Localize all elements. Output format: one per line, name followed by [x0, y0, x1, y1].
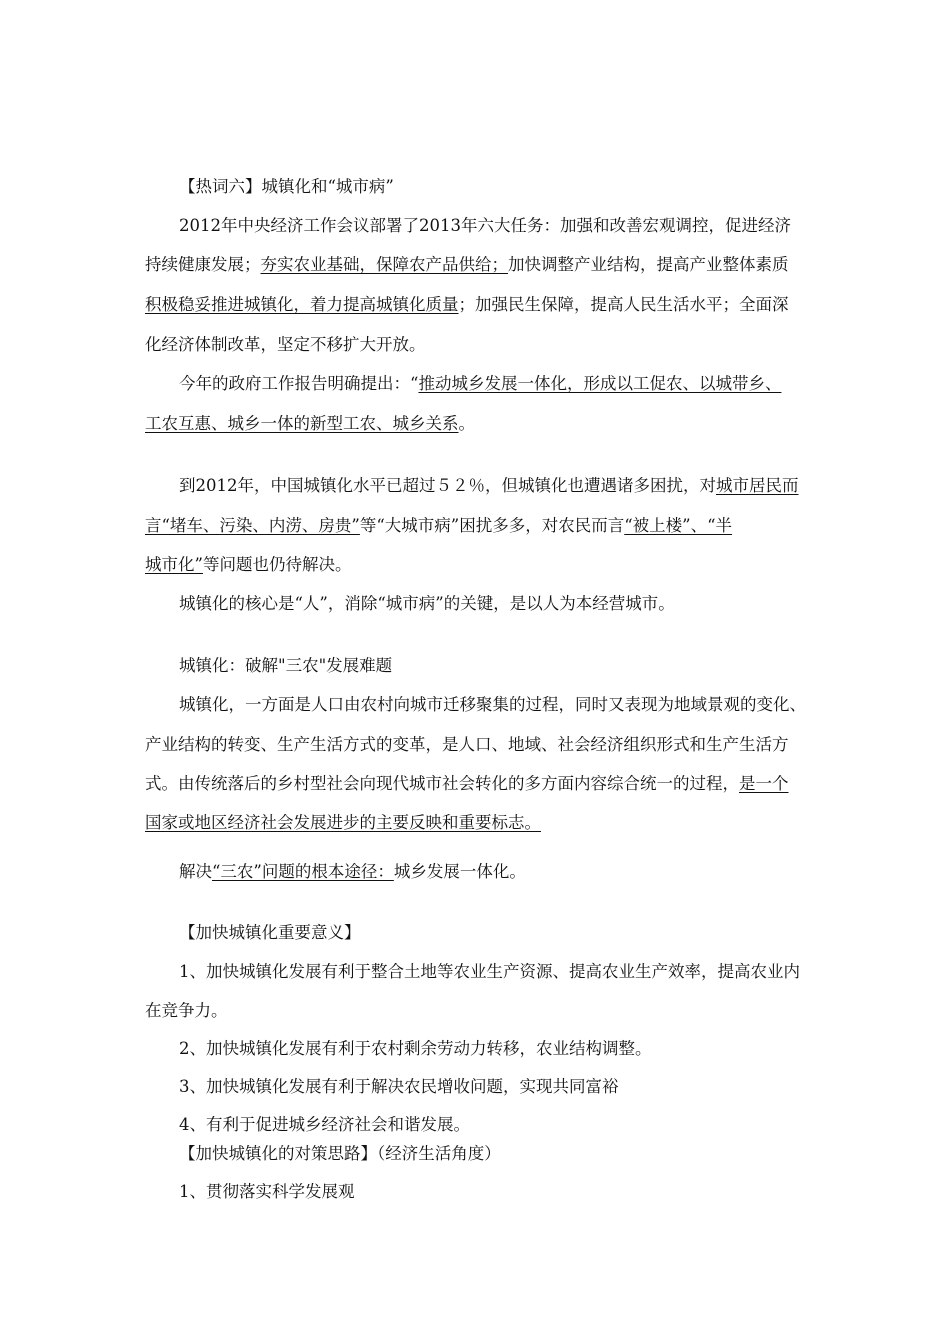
hotword-p2-line1	[179, 372, 825, 396]
hotword-p2-line2	[145, 412, 825, 436]
hotword-heading: 【热词六】城镇化和“城市病”	[179, 177, 394, 196]
underlined-text: 国家或地区经济社会发展进步的主要反映和重要标志。	[145, 813, 541, 832]
urbanization-p1-line1: 城镇化，一方面是人口由农村向城市迁移聚集的过程，同时又表现为地域景观的变化、	[179, 695, 806, 714]
hotword-p1-line2	[145, 253, 825, 277]
underlined-text: 积极稳妥推进城镇化，着力提高城镇化质量	[145, 295, 459, 314]
urbanization-p1-line4	[145, 811, 825, 835]
text-run: 城乡发展一体化。	[393, 862, 526, 881]
significance-item2: 2、加快城镇化发展有利于农村剩余劳动力转移，农业结构调整。	[179, 1039, 652, 1058]
hotword-p3-line1	[179, 474, 825, 498]
urbanization-p2	[179, 860, 825, 884]
urbanization-p1-line3	[145, 772, 825, 796]
text-run: 加快调整产业结构，提高产业整体素质	[508, 255, 789, 274]
urbanization-heading: 城镇化：破解"三农"发展难题	[179, 656, 393, 675]
hotword-p3-line3	[145, 553, 825, 577]
significance-item4: 4、有利于促进城乡经济社会和谐发展。	[179, 1115, 470, 1134]
significance-item3: 3、加快城镇化发展有利于解决农民增收问题，实现共同富裕	[179, 1077, 619, 1096]
text-run: 等“大城市病”困扰多多，对农民而言	[359, 516, 625, 535]
urbanization-p1-line2: 产业结构的转变、生产生活方式的变革，是人口、地域、社会经济组织形式和生产生活方	[145, 735, 789, 754]
strategy-heading: 【加快城镇化的对策思路】（经济生活角度）	[179, 1144, 501, 1163]
text-run: 今年的政府工作报告明确提出：“	[179, 374, 419, 393]
underlined-text: 言“堵车、污染、内涝、房贵”	[145, 516, 360, 535]
underlined-text: “三农”问题的根本途径：	[212, 862, 394, 881]
hotword-p1-line1: 2012年中央经济工作会议部署了2013年六大任务：加强和改善宏观调控，促进经济	[179, 216, 791, 235]
strategy-item1: 1、贯彻落实科学发展观	[179, 1182, 355, 1201]
text-run: 解决	[179, 862, 212, 881]
hotword-p4: 城镇化的核心是“人”，消除“城市病”的关键，是以人为本经营城市。	[179, 594, 675, 613]
text-run: ；加强民生保障，提高人民生活水平；全面深	[458, 295, 789, 314]
text-run: 到2012年，中国城镇化水平已超过５２％，但城镇化也遭遇诸多困扰，对	[179, 476, 716, 495]
significance-item1-line1: 1、加快城镇化发展有利于整合土地等农业生产资源、提高农业生产效率，提高农业内	[179, 962, 800, 981]
hotword-p1-line3	[145, 293, 825, 317]
underlined-text: 城市居民而	[716, 476, 799, 495]
text-run: 持续健康发展；	[145, 255, 261, 274]
text-run: 等问题也仍待解决。	[202, 555, 352, 574]
underlined-text: 推动城乡发展一体化，形成以工促农、以城带乡、	[418, 374, 782, 393]
significance-heading: 【加快城镇化重要意义】	[179, 923, 361, 942]
underlined-text: 夯实农业基础，保障农产品供给；	[260, 255, 508, 274]
underlined-text: 工农互惠、城乡一体的新型工农、城乡关系	[145, 414, 459, 433]
text-run: 式。由传统落后的乡村型社会向现代城市社会转化的多方面内容综合统一的过程，	[145, 774, 739, 793]
text-run: 。	[458, 414, 475, 433]
hotword-p3-line2	[145, 514, 825, 538]
underlined-text: 城市化”	[145, 555, 203, 574]
underlined-text: “被上楼”、“半	[624, 516, 733, 535]
underlined-text: 是一个	[739, 774, 789, 793]
hotword-p1-line4: 化经济体制改革，坚定不移扩大开放。	[145, 335, 426, 354]
significance-item1-line2: 在竞争力。	[145, 1001, 228, 1020]
